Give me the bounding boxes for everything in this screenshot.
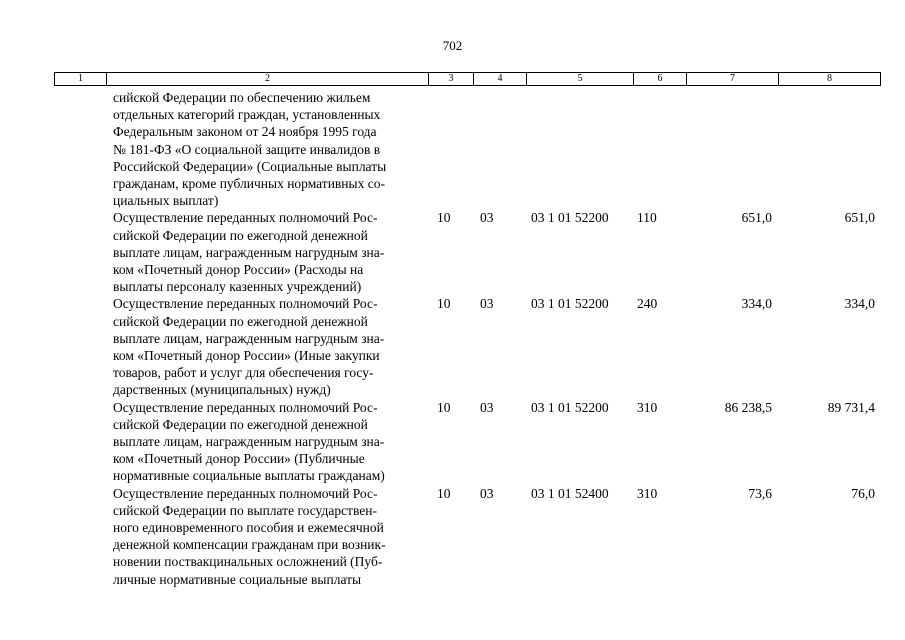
section-code: 10 xyxy=(437,485,451,501)
row-description: Осуществление переданных полномочий Рос- сийской Федерации по ежегодной денежной выплате лицам, награжденным нагрудным зна- ком «Почетный донор России» (Иные закупки товаров, работ и услуг для обеспечения госу- дарственных (муниципальных) нужд) xyxy=(113,296,385,398)
row-description: Осуществление переданных полномочий Рос- сийской Федерации по ежегодной денежной выплате лицам, награжденным нагрудным зна- ком «Почетный донор России» (Расходы на выплаты персоналу казенных учреждений) xyxy=(113,210,385,295)
row-description: Осуществление переданных полномочий Рос- сийской Федерации по ежегодной денежной выплате лицам, награжденным нагрудным зна- ком «Почетный донор России» (Публичные нормативные социальные выплаты гражданам) xyxy=(113,399,385,484)
column-number-6: 6 xyxy=(634,73,687,86)
amount-col-8: 334,0 xyxy=(844,296,875,312)
column-number-7: 7 xyxy=(687,73,779,86)
column-number-3: 3 xyxy=(429,73,474,86)
table-row xyxy=(0,89,905,209)
column-number-2: 2 xyxy=(107,73,429,86)
section-code: 10 xyxy=(437,399,451,415)
page-number: 702 xyxy=(442,38,463,53)
subsection-code: 03 xyxy=(480,296,494,312)
amount-col-8: 89 731,4 xyxy=(827,399,875,415)
expense-type-code: 110 xyxy=(637,210,657,226)
column-number-5: 5 xyxy=(527,73,634,86)
target-article-code: 03 1 01 52200 xyxy=(531,296,609,312)
column-number-4: 4 xyxy=(474,73,527,86)
column-number-8: 8 xyxy=(779,73,881,86)
amount-col-7: 73,6 xyxy=(748,485,772,501)
table-row xyxy=(0,485,905,588)
table-row xyxy=(0,209,905,295)
row-description: сийской Федерации по обеспечению жильем отдельных категорий граждан, установленных Федеральным законом от 24 ноября 1995 года № 181-ФЗ «О социальной защите инвалидов в Российской Федерации» (Социальные выплаты гражданам, кроме публичных нормативных со- циальных выплат) xyxy=(113,90,387,209)
table-row xyxy=(0,295,905,398)
target-article-code: 03 1 01 52200 xyxy=(531,210,609,226)
table-row xyxy=(0,399,905,485)
column-number-1: 1 xyxy=(55,73,107,86)
amount-col-7: 334,0 xyxy=(741,296,772,312)
subsection-code: 03 xyxy=(480,485,494,501)
section-code: 10 xyxy=(437,296,451,312)
amount-col-8: 651,0 xyxy=(844,210,875,226)
amount-col-7: 86 238,5 xyxy=(724,399,772,415)
column-number-header xyxy=(54,72,881,86)
expense-type-code: 310 xyxy=(637,399,658,415)
budget-table-body xyxy=(0,89,905,588)
target-article-code: 03 1 01 52200 xyxy=(531,399,609,415)
subsection-code: 03 xyxy=(480,399,494,415)
expense-type-code: 310 xyxy=(637,485,658,501)
amount-col-7: 651,0 xyxy=(741,210,772,226)
section-code: 10 xyxy=(437,210,451,226)
expense-type-code: 240 xyxy=(637,296,658,312)
amount-col-8: 76,0 xyxy=(851,485,875,501)
row-description: Осуществление переданных полномочий Рос- сийской Федерации по выплате государствен- ного единовременного пособия и ежемесячной денежной компенсации гражданам при возник- новении поствакцинальных осложнений (Пуб- личные нормативные социальные выплаты xyxy=(113,485,386,587)
subsection-code: 03 xyxy=(480,210,494,226)
header-row xyxy=(55,73,881,86)
target-article-code: 03 1 01 52400 xyxy=(531,485,609,501)
